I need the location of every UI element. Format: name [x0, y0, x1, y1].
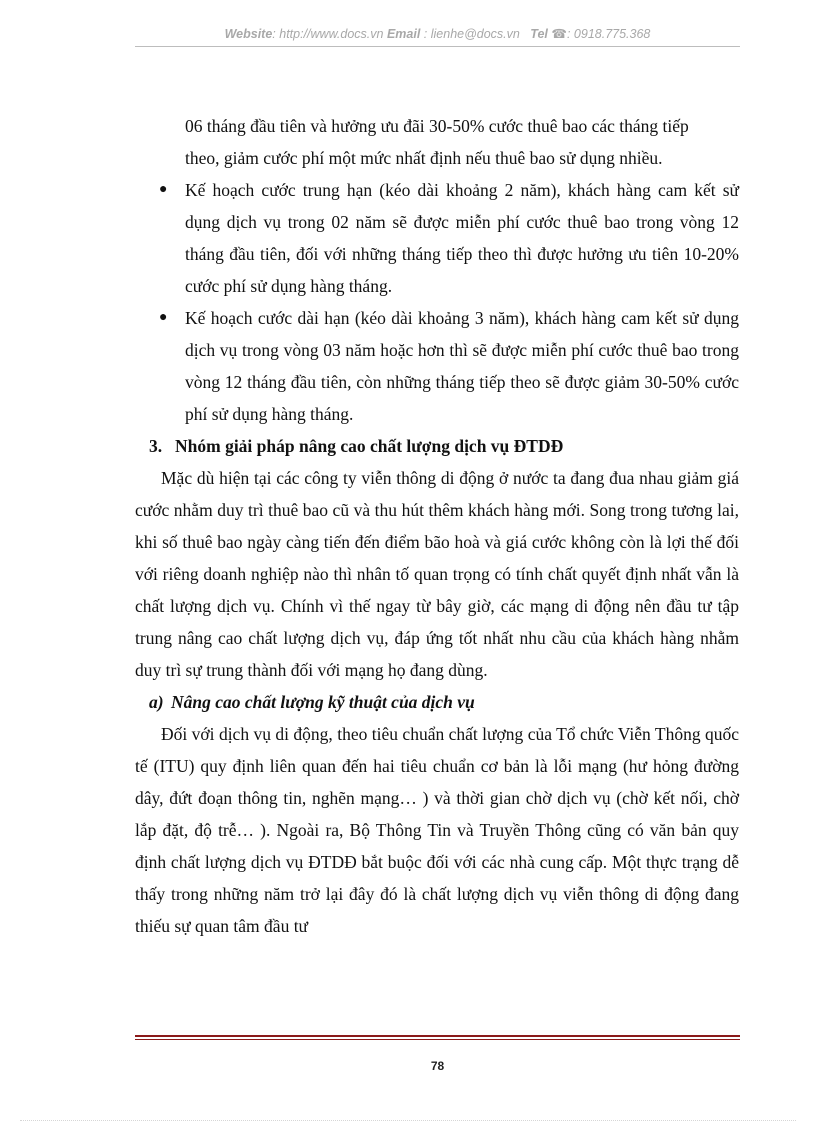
bullet-text: Kế hoạch cước dài hạn (kéo dài khoảng 3 năm), khách hàng cam kết sử dụng dịch vụ trong vòng 03 năm hoặc hơn thì sẽ được miễn phí cước thuê bao trong vòng 12 tháng đầu tiên, còn những tháng tiếp theo sẽ được giảm 30-50% cước phí sử dụng hàng tháng. [185, 308, 739, 424]
footer-rule-thin [135, 1039, 740, 1040]
bullet-item [135, 174, 739, 302]
bullet-text: Kế hoạch cước trung hạn (kéo dài khoảng 2 năm), khách hàng cam kết sử dụng dịch vụ trong 02 năm sẽ được miễn phí cước thuê bao trong vòng 12 tháng đầu tiên, đối với những tháng tiếp theo thì được hưởng ưu tiên 10-20% cước phí sử dụng hàng tháng. [185, 180, 739, 296]
paragraph: Đối với dịch vụ di động, theo tiêu chuẩn chất lượng của Tổ chức Viễn Thông quốc tế (ITU) quy định liên quan đến hai tiêu chuẩn cơ bản là lỗi mạng (hư hỏng đường dây, đứt đoạn thông tin, nghẽn mạng… ) và thời gian chờ dịch vụ (chờ kết nối, chờ lắp đặt, độ trễ… ). Ngoài ra, Bộ Thông Tin và Truyền Thông cũng có văn bản quy định chất lượng dịch vụ ĐTDĐ bắt buộc đối với các nhà cung cấp. Một thực trạng dễ thấy trong những năm trở lại đây đó là chất lượng dịch vụ viễn thông di động đang thiếu sự quan tâm đầu tư [135, 724, 739, 936]
subsection-heading [135, 686, 739, 718]
page-header [135, 26, 740, 41]
section-heading-number: 3. [149, 436, 163, 456]
email-value: : lienhe@docs.vn [420, 27, 520, 41]
continued-line-1: 06 tháng đầu tiên và hưởng ưu đãi 30-50% cước thuê bao các tháng tiếp [185, 116, 689, 136]
continued-paragraph [135, 110, 739, 174]
bullet-icon: ● [159, 182, 168, 197]
header-rule [135, 46, 740, 47]
subsection-heading-number: a) [149, 692, 164, 712]
section-heading [135, 430, 739, 462]
page-edge-divider [20, 1120, 796, 1121]
tel-label: Tel [530, 27, 548, 41]
footer-rule [135, 1035, 740, 1037]
bullet-icon: ● [159, 310, 168, 325]
tel-value: : 0918.775.368 [566, 27, 651, 41]
phone-icon: ☎ [551, 27, 567, 41]
bullet-item [135, 302, 739, 430]
website-value: : http://www.docs.vn [272, 27, 384, 41]
page-number: 78 [430, 1059, 445, 1073]
continued-line-2: theo, giảm cước phí một mức nhất định nếu thuê bao sử dụng nhiều. [185, 148, 663, 168]
subsection-heading-text: Nâng cao chất lượng kỹ thuật của dịch vụ [171, 692, 475, 712]
paragraph: Mặc dù hiện tại các công ty viễn thông di động ở nước ta đang đua nhau giảm giá cước nhằm duy trì thuê bao cũ và thu hút thêm khách hàng mới. Song trong tương lai, khi số thuê bao ngày càng tiến đến điểm bão hoà và giá cước không còn là lợi thế đối với riêng doanh nghiệp nào thì nhân tố quan trọng có tính chất quyết định nhất vẫn là chất lượng dịch vụ. Chính vì thế ngay từ bây giờ, các mạng di động nên đầu tư tập trung nâng cao chất lượng dịch vụ, đáp ứng tốt nhất nhu cầu của khách hàng nhằm duy trì sự trung thành đối với mạng họ đang dùng. [135, 468, 739, 680]
website-label: Website [224, 27, 273, 41]
section-heading-text: Nhóm giải pháp nâng cao chất lượng dịch vụ ĐTDĐ [175, 436, 564, 456]
email-label: Email [386, 27, 421, 41]
document-body [135, 110, 739, 942]
